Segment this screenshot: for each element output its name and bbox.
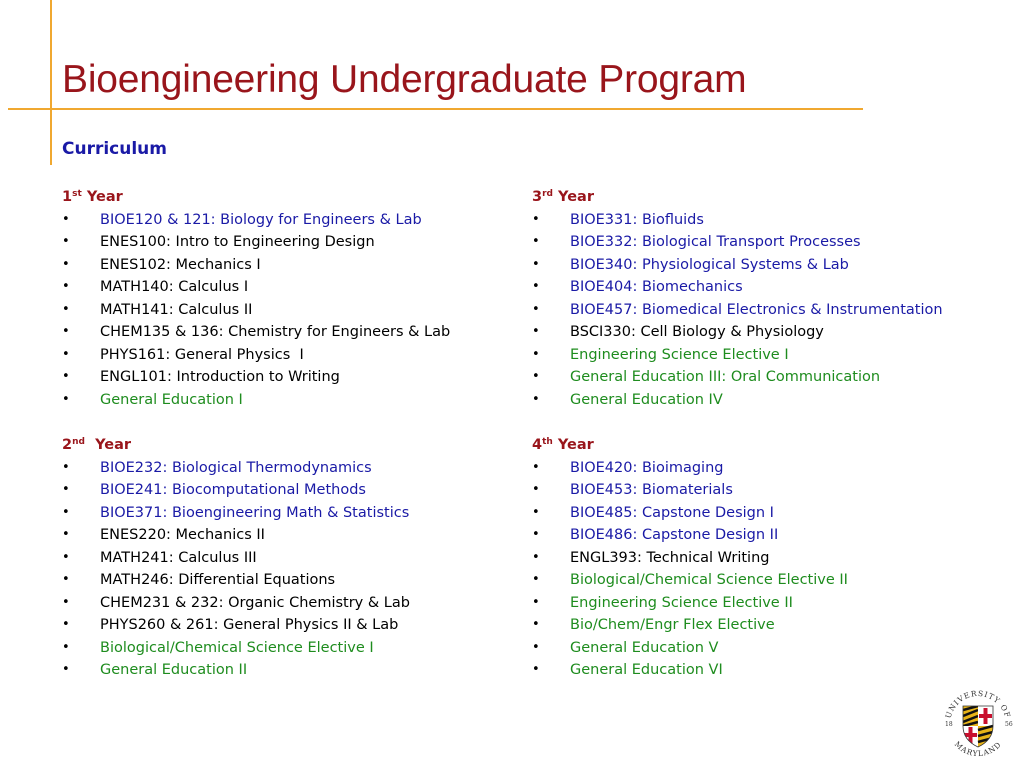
course-list-item — [62, 637, 410, 660]
course-list-item — [62, 569, 410, 592]
course-name: Engineering Science Elective II — [570, 594, 793, 611]
course-name: PHYS260 & 261: General Physics II & Lab — [100, 617, 399, 633]
year-number: 1 — [62, 189, 73, 205]
bullet-icon: • — [532, 549, 540, 565]
year-heading — [62, 186, 450, 209]
year-number: 4 — [532, 437, 543, 453]
year-section-2 — [62, 434, 410, 682]
bullet-icon: • — [532, 346, 540, 362]
course-name: General Education IV — [570, 391, 723, 408]
course-name: BIOE457: Biomedical Electronics & Instrumentation — [570, 301, 943, 318]
course-name: MATH141: Calculus II — [100, 301, 253, 318]
course-name: BIOE371: Bioengineering Math & Statistics — [100, 504, 410, 521]
bullet-icon: • — [62, 234, 70, 249]
year-number: 2 — [62, 437, 73, 453]
course-list-item — [532, 254, 943, 277]
course-list-item — [62, 321, 450, 344]
course-list-item — [62, 479, 410, 502]
course-name: General Education VI — [570, 662, 723, 678]
logo-year-right: 56 — [1005, 721, 1013, 728]
bullet-icon: • — [62, 482, 70, 497]
course-list-item — [532, 231, 943, 254]
course-list-item — [532, 366, 943, 389]
course-name: BSCI330: Cell Biology & Physiology — [570, 324, 824, 340]
course-list-item — [532, 659, 848, 682]
course-name: MATH246: Differential Equations — [100, 572, 336, 588]
slide-title: Bioengineering Undergraduate Program — [62, 58, 747, 101]
bullet-icon: • — [532, 639, 540, 655]
horizontal-accent-line — [8, 108, 863, 110]
course-name: ENES100: Intro to Engineering Design — [100, 234, 375, 250]
bullet-icon: • — [532, 301, 540, 317]
bullet-icon: • — [62, 324, 70, 339]
university-of-maryland-seal-icon — [936, 682, 1020, 766]
slide-subtitle: Curriculum — [62, 139, 167, 159]
bullet-icon: • — [62, 346, 70, 362]
course-list-item — [532, 502, 848, 525]
course-name: General Education V — [570, 639, 719, 656]
year-ordinal-suffix: th — [542, 437, 553, 447]
vertical-accent-line — [50, 0, 52, 165]
bullet-icon: • — [532, 459, 540, 475]
bullet-icon: • — [532, 391, 540, 407]
course-name: CHEM135 & 136: Chemistry for Engineers & Lab — [100, 324, 451, 340]
bullet-icon: • — [62, 459, 70, 475]
bullet-icon: • — [532, 482, 540, 497]
course-list-item — [62, 502, 410, 525]
course-list-item — [62, 366, 450, 389]
bullet-icon: • — [62, 369, 70, 384]
course-name: ENGL393: Technical Writing — [570, 549, 770, 566]
course-list-item — [532, 299, 943, 322]
bullet-icon: • — [62, 549, 70, 565]
course-name: ENES220: Mechanics II — [100, 527, 265, 543]
bullet-icon: • — [532, 369, 540, 384]
bullet-icon: • — [532, 504, 540, 520]
course-name: General Education I — [100, 391, 243, 408]
bullet-icon: • — [62, 211, 70, 227]
year-word: Year — [557, 437, 594, 453]
course-name: Biological/Chemical Science Elective I — [100, 639, 374, 656]
course-list-item — [62, 276, 450, 299]
course-list-item — [62, 231, 450, 254]
course-name: BIOE485: Capstone Design I — [570, 504, 774, 521]
course-name: BIOE420: Bioimaging — [570, 459, 724, 476]
course-name: BIOE453: Biomaterials — [570, 482, 733, 498]
bullet-icon: • — [532, 617, 540, 632]
bullet-icon: • — [62, 662, 70, 677]
bullet-icon: • — [62, 256, 70, 272]
course-list-item — [532, 321, 943, 344]
course-list-item — [532, 344, 943, 367]
bullet-icon: • — [62, 279, 70, 294]
course-list-item — [532, 479, 848, 502]
svg-text:MARYLAND: MARYLAND — [952, 739, 1004, 759]
course-name: ENES102: Mechanics I — [100, 256, 261, 273]
course-list-item — [532, 569, 848, 592]
course-list-item — [532, 637, 848, 660]
year-ordinal-suffix: st — [72, 189, 82, 199]
year-number: 3 — [532, 189, 543, 205]
bullet-icon: • — [532, 279, 540, 294]
course-name: BIOE331: Biofluids — [570, 211, 704, 228]
bullet-icon: • — [62, 391, 70, 407]
course-list-item — [62, 457, 410, 480]
bullet-icon: • — [532, 211, 540, 227]
bullet-icon: • — [62, 301, 70, 317]
bullet-icon: • — [62, 639, 70, 655]
course-name: MATH140: Calculus I — [100, 279, 249, 295]
course-list-item — [62, 614, 410, 637]
course-name: General Education III: Oral Communication — [570, 369, 881, 385]
bullet-icon: • — [62, 572, 70, 587]
year-word: Year — [86, 189, 123, 205]
course-list-item — [532, 547, 848, 570]
course-list-item — [62, 209, 450, 232]
course-list-item — [532, 614, 848, 637]
year-heading — [532, 186, 943, 209]
course-list-item — [62, 524, 410, 547]
bullet-icon: • — [62, 594, 70, 610]
bullet-icon: • — [532, 572, 540, 587]
logo-year-left: 18 — [945, 721, 953, 728]
course-name: PHYS161: General Physics I — [100, 346, 304, 363]
bullet-icon: • — [532, 256, 540, 272]
bullet-icon: • — [532, 527, 540, 542]
bullet-icon: • — [62, 504, 70, 520]
course-list-item — [62, 592, 410, 615]
course-list-item — [62, 254, 450, 277]
bullet-icon: • — [62, 617, 70, 632]
bullet-icon: • — [532, 662, 540, 677]
course-name: Bio/Chem/Engr Flex Elective — [570, 617, 775, 633]
course-name: MATH241: Calculus III — [100, 549, 257, 566]
bullet-icon: • — [62, 527, 70, 542]
year-section-1 — [62, 186, 450, 411]
course-list-item — [532, 524, 848, 547]
course-list-item — [62, 344, 450, 367]
year-section-4 — [532, 434, 848, 682]
course-name: BIOE232: Biological Thermodynamics — [100, 459, 372, 476]
bullet-icon: • — [532, 324, 540, 339]
course-list-item — [62, 389, 450, 412]
course-name: Engineering Science Elective I — [570, 346, 789, 363]
year-heading — [532, 434, 848, 457]
course-name: CHEM231 & 232: Organic Chemistry & Lab — [100, 594, 410, 611]
course-list-item — [532, 457, 848, 480]
course-list-item — [62, 299, 450, 322]
course-list-item — [532, 276, 943, 299]
year-ordinal-suffix: rd — [542, 189, 553, 199]
course-name: BIOE404: Biomechanics — [570, 279, 743, 295]
course-list-item — [532, 209, 943, 232]
year-word: Year — [558, 189, 594, 205]
bullet-icon: • — [532, 594, 540, 610]
course-list-item — [62, 547, 410, 570]
bullet-icon: • — [532, 234, 540, 249]
course-list-item — [62, 659, 410, 682]
course-name: BIOE332: Biological Transport Processes — [570, 234, 861, 250]
year-ordinal-suffix: nd — [72, 437, 85, 447]
svg-text:UNIVERSITY OF: UNIVERSITY OF — [943, 688, 1013, 720]
course-name: Biological/Chemical Science Elective II — [570, 572, 848, 588]
course-name: BIOE241: Biocomputational Methods — [100, 482, 366, 498]
year-section-3 — [532, 186, 943, 411]
course-name: BIOE120 & 121: Biology for Engineers & Lab — [100, 211, 422, 228]
course-list-item — [532, 592, 848, 615]
course-name: ENGL101: Introduction to Writing — [100, 369, 340, 385]
course-name: General Education II — [100, 662, 248, 678]
year-heading — [62, 434, 410, 457]
course-list-item — [532, 389, 943, 412]
course-name: BIOE340: Physiological Systems & Lab — [570, 256, 849, 273]
course-name: BIOE486: Capstone Design II — [570, 527, 779, 543]
year-word: Year — [90, 437, 132, 453]
